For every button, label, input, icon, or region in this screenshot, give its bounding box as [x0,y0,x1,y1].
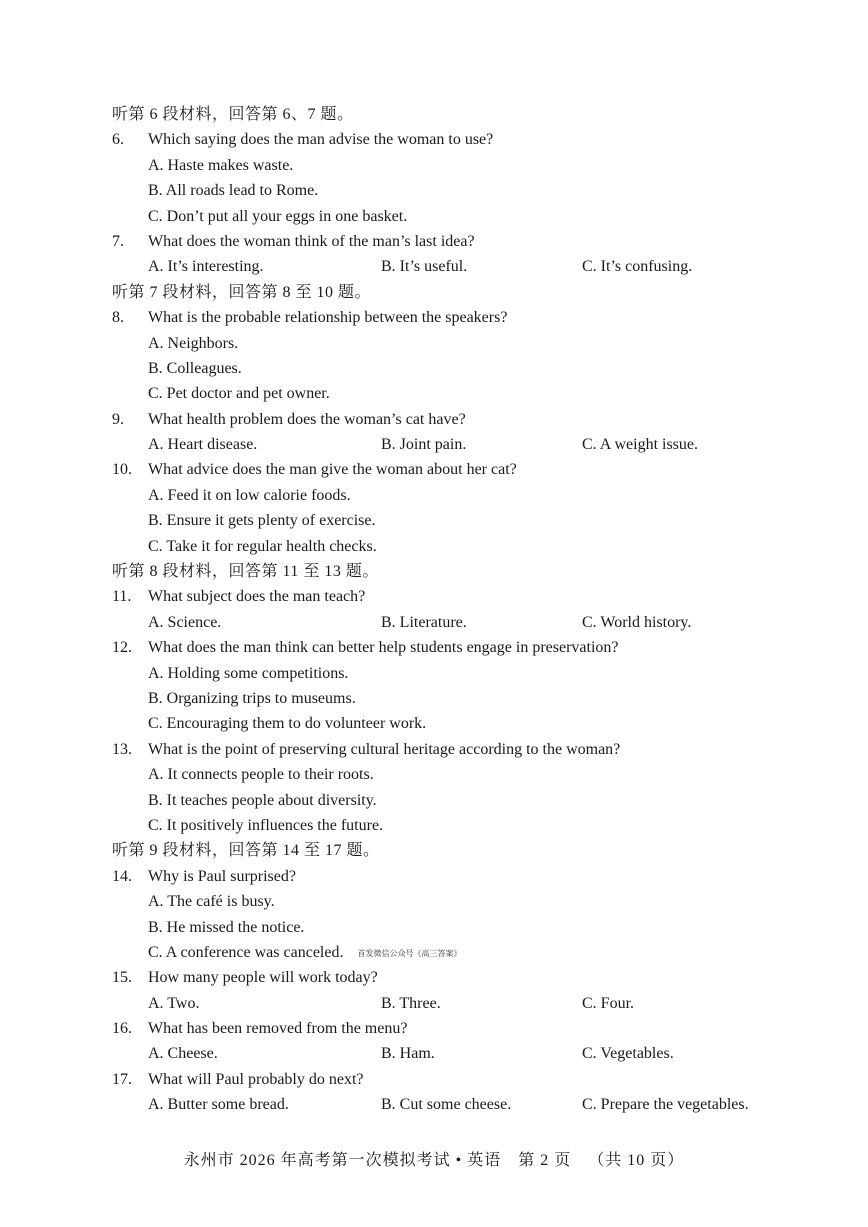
answer-option: A. Science. [148,613,222,631]
answer-option-text: B. Ensure it gets plenty of exercise. [148,512,376,530]
question-line [112,229,792,254]
answer-option: B. Joint pain. [381,436,467,454]
question-text: What does the woman think of the man’s last idea? [148,232,475,250]
options-row [112,254,792,279]
section-heading: 听第 6 段材料，回答第 6、7 题。 [112,106,354,123]
answer-option-text: B. It teaches people about diversity. [148,791,377,809]
question-line [112,457,792,482]
question-text: What has been removed from the menu? [148,1020,408,1038]
answer-option [112,356,792,381]
answer-option: C. World history. [582,613,692,631]
question-line [112,127,792,152]
options-row [112,1041,792,1066]
answer-option-text: B. Colleagues. [148,359,242,377]
answer-option [112,915,792,940]
question-line [112,407,792,432]
question-number: 9. [112,410,124,428]
question-line [112,864,792,889]
question-line [112,965,792,990]
page-footer [0,1147,868,1170]
question-number: 7. [112,232,124,250]
answer-option [112,661,792,686]
question-text: What will Paul probably do next? [148,1070,364,1088]
section-heading: 听第 9 段材料，回答第 14 至 17 题。 [112,842,380,860]
question-line [112,305,792,330]
options-row [112,1092,792,1117]
question-number: 17. [112,1070,132,1088]
answer-option-text: B. All roads lead to Rome. [148,182,319,200]
answer-option-text: A. The café is busy. [148,893,275,911]
answer-option [112,711,792,736]
answer-option-text: B. Organizing trips to museums. [148,689,356,707]
footer-total-pages: （共 10 页） [588,1152,685,1169]
options-row [112,991,792,1016]
answer-option: B. Cut some cheese. [381,1096,512,1114]
answer-option: C. Prepare the vegetables. [582,1096,749,1114]
answer-option [112,788,792,813]
answer-option: B. It’s useful. [381,258,468,276]
question-line [112,1067,792,1092]
answer-option: A. Heart disease. [148,436,258,454]
answer-option: A. Two. [148,994,200,1012]
answer-option [112,762,792,787]
options-row [112,610,792,635]
section-heading: 听第 7 段材料，回答第 8 至 10 题。 [112,283,372,301]
question-number: 8. [112,309,124,327]
answer-option-text: A. Feed it on low calorie foods. [148,486,351,504]
answer-option [112,534,792,559]
question-line [112,737,792,762]
answer-option [112,940,792,965]
answer-option [112,483,792,508]
answer-option-text: C. Pet doctor and pet owner. [148,385,330,403]
question-line [112,635,792,660]
answer-option: A. Cheese. [148,1045,218,1063]
answer-option: B. Three. [381,994,441,1012]
answer-option-text: A. Haste makes waste. [148,156,294,174]
listening-section-content [112,102,792,1118]
watermark-note: 首发微信公众号《高三答案》 [357,948,462,958]
question-number: 16. [112,1020,132,1038]
answer-option-text: A. It connects people to their roots. [148,766,374,784]
question-number: 12. [112,639,132,657]
question-line [112,1016,792,1041]
answer-option-text: C. It positively influences the future. [148,816,384,834]
answer-option [112,686,792,711]
answer-option-text: A. Holding some competitions. [148,664,349,682]
question-line [112,584,792,609]
question-text: Which saying does the man advise the woman to use? [148,131,494,149]
answer-option [112,153,792,178]
answer-option-text: A. Neighbors. [148,334,239,352]
answer-option [112,381,792,406]
answer-option-text: B. He missed the notice. [148,918,305,936]
answer-option: C. Vegetables. [582,1045,674,1063]
answer-option: A. Butter some bread. [148,1096,289,1114]
question-text: What is the point of preserving cultural heritage according to the woman? [148,740,621,758]
answer-option-text: C. Take it for regular health checks. [148,537,377,555]
answer-option [112,889,792,914]
question-text: What subject does the man teach? [148,588,366,606]
question-text: What is the probable relationship between the speakers? [148,309,508,327]
answer-option: B. Ham. [381,1045,435,1063]
question-number: 6. [112,131,124,149]
answer-option: C. A weight issue. [582,436,699,454]
question-number: 15. [112,969,132,987]
section-heading: 听第 8 段材料，回答第 11 至 13 题。 [112,563,379,581]
answer-option-text: C. Don’t put all your eggs in one basket. [148,207,408,225]
question-number: 10. [112,461,132,479]
question-number: 13. [112,740,132,758]
answer-option: C. Four. [582,994,635,1012]
answer-option-text: C. A conference was canceled. [148,943,344,961]
answer-option [112,813,792,838]
options-row [112,432,792,457]
question-number: 14. [112,867,132,885]
question-text: What does the man think can better help students engage in preservation? [148,639,619,657]
question-number: 11. [112,588,132,606]
footer-exam-title: 永州市 2026 年高考第一次模拟考试 • 英语 [183,1152,502,1169]
question-text: What health problem does the woman’s cat have? [148,410,466,428]
answer-option: B. Literature. [381,613,467,631]
question-text: What advice does the man give the woman about her cat? [148,461,517,479]
answer-option: C. It’s confusing. [582,258,693,276]
answer-option [112,204,792,229]
answer-option-text: C. Encouraging them to do volunteer work. [148,715,427,733]
answer-option [112,178,792,203]
answer-option [112,331,792,356]
question-text: Why is Paul surprised? [148,867,296,885]
footer-page-number: 第 2 页 [518,1152,572,1169]
answer-option: A. It’s interesting. [148,258,264,276]
answer-option [112,508,792,533]
question-text: How many people will work today? [148,969,378,987]
